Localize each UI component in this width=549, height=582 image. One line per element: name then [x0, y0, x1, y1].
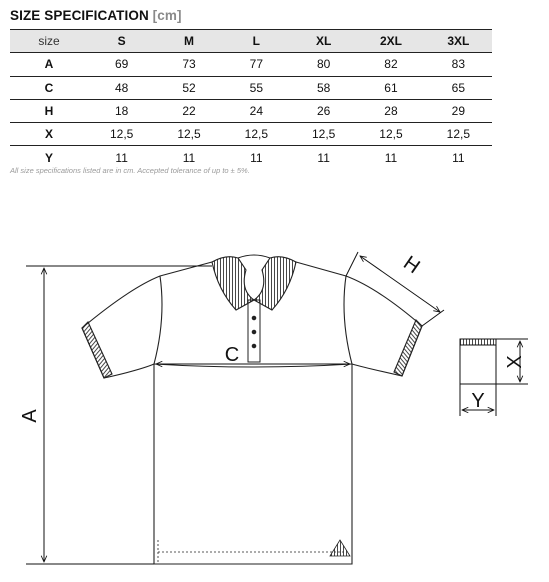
table-cell: 11: [452, 150, 465, 165]
dimension-x-label: X: [504, 355, 526, 369]
table-cell: 61: [357, 76, 424, 99]
size-col-header: M: [155, 30, 222, 53]
dimension-a: [26, 266, 212, 564]
table-cell: 12,5: [425, 123, 492, 146]
table-cell: 80: [290, 53, 357, 76]
table-cell: 55: [223, 76, 290, 99]
left-sleeve-band: [82, 322, 112, 378]
table-cell: 73: [155, 53, 222, 76]
table-cell: 29: [425, 99, 492, 122]
table-cell: 83: [425, 53, 492, 76]
title-main: SIZE SPECIFICATION: [10, 8, 149, 23]
placket: [248, 300, 260, 362]
dimension-c-label: C: [224, 344, 240, 366]
size-col-header: S: [88, 30, 155, 53]
shirt-outline: [82, 262, 422, 564]
band-detail: [460, 339, 528, 416]
tolerance-note: All size specifications listed are in cm. Accepted tolerance of up to ± 5%.: [10, 166, 250, 175]
dimension-h-label: H: [399, 251, 424, 279]
table-cell: 11: [115, 150, 128, 165]
dimension-h: [346, 252, 444, 326]
size-header-label: size: [10, 30, 88, 53]
table-cell: 65: [425, 76, 492, 99]
row-label: X: [10, 123, 88, 146]
right-sleeve-band: [394, 320, 422, 376]
row-label: C: [10, 76, 88, 99]
dimension-a-label: A: [19, 409, 41, 423]
table-cell: 22: [155, 99, 222, 122]
table-cell: 58: [290, 76, 357, 99]
table-cell: 52: [155, 76, 222, 99]
table-cell: 26: [290, 99, 357, 122]
table-cell: 24: [223, 99, 290, 122]
collar-back: [238, 255, 270, 258]
table-cell: 69: [88, 53, 155, 76]
table-cell: 11: [384, 150, 398, 165]
table-cell: 11: [182, 150, 196, 165]
dimension-y-label: Y: [471, 390, 485, 412]
size-col-header: 3XL: [425, 30, 492, 53]
row-label: Y: [44, 150, 53, 165]
title-unit: [cm]: [152, 8, 182, 23]
table-cell: 12,5: [290, 123, 357, 146]
button-icon: [252, 344, 256, 348]
size-col-header: 2XL: [357, 30, 424, 53]
table-cell: 28: [357, 99, 424, 122]
shirt-body: [154, 364, 352, 564]
table-cell: 18: [88, 99, 155, 122]
table-cell: 11: [317, 150, 330, 165]
table-cell: 11: [250, 150, 263, 165]
table-cell: 82: [357, 53, 424, 76]
row-label: A: [10, 53, 88, 76]
table-cell: 12,5: [357, 123, 424, 146]
table-cell: 48: [88, 76, 155, 99]
table-cell: 12,5: [223, 123, 290, 146]
size-col-header: XL: [290, 30, 357, 53]
size-label-icon: [330, 540, 350, 556]
hem-detail: [158, 540, 350, 564]
row-label: H: [10, 99, 88, 122]
button-icon: [252, 330, 256, 334]
table-cell: 77: [223, 53, 290, 76]
button-icon: [252, 316, 256, 320]
table-cell: 12,5: [155, 123, 222, 146]
table-cell: 12,5: [88, 123, 155, 146]
collar: [212, 255, 296, 310]
size-col-header: L: [223, 30, 290, 53]
